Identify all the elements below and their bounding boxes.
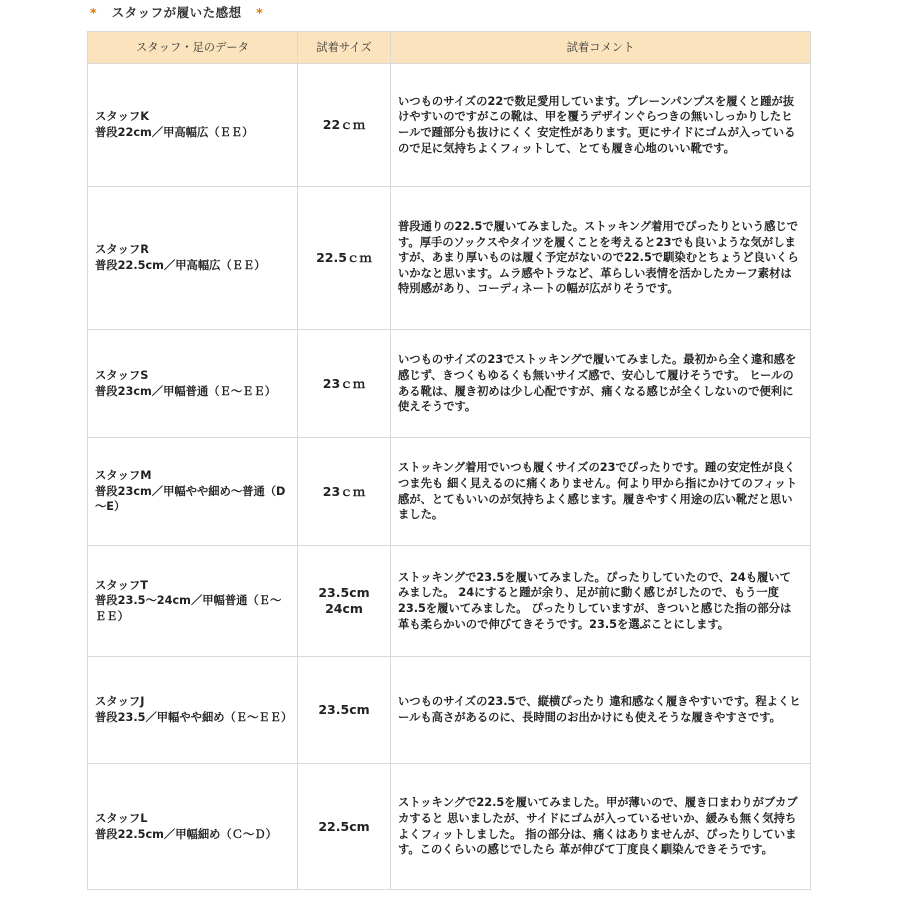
staff-name: スタッフR xyxy=(95,243,149,257)
staff-cell xyxy=(88,438,298,546)
staff-name: スタッフK xyxy=(95,110,149,124)
trial-size: 22.5ｃｍ xyxy=(298,187,391,330)
staff-cell xyxy=(88,657,298,764)
foot-data: 普段23.5～24cm／甲幅普通（Ｅ～ＥＥ） xyxy=(95,594,282,623)
staff-cell xyxy=(88,187,298,330)
staff-cell xyxy=(88,764,298,890)
table-header-row xyxy=(88,32,811,64)
staff-cell xyxy=(88,330,298,438)
foot-data: 普段23cm／甲幅普通（Ｅ～ＥＥ） xyxy=(95,384,277,398)
header-trial-comment: 試着コメント xyxy=(391,32,811,64)
star-mark-left: * xyxy=(90,5,98,20)
header-staff-data: スタッフ・足のデータ xyxy=(88,32,298,64)
staff-cell xyxy=(88,546,298,657)
table-row xyxy=(88,657,811,764)
trial-comment: 普段通りの22.5で履いてみました。ストッキング着用でぴったりという感じです。厚手のソックスやタイツを履くことを考えると23でも良いような気がしますが、あまり厚いものは履く予定がないので22.5で馴染むとちょうど良いくらいかなと思います。ムラ感やトラなど、革らしい表情を活かしたカーフ素材は特別感があり、コーディネートの幅が広がりそうです。 xyxy=(391,187,811,330)
section-heading xyxy=(90,3,263,21)
trial-size: 23ｃｍ xyxy=(298,330,391,438)
foot-data: 普段22.5cm／甲高幅広（ＥＥ） xyxy=(95,259,266,272)
staff-cell xyxy=(88,64,298,187)
trial-size: 23.5cm xyxy=(298,657,391,764)
trial-size: 23ｃｍ xyxy=(298,438,391,546)
foot-data: 普段22cm／甲高幅広（ＥＥ） xyxy=(95,126,254,139)
staff-name: スタッフJ xyxy=(95,695,145,709)
section-title: スタッフが履いた感想 xyxy=(111,5,242,20)
trial-comment: いつものサイズの22で数足愛用しています。プレーンパンプスを履くと踵が抜けやすいのですがこの靴は、甲を覆うデザインぐらつきの無いしっかりしたヒールで踵部分も抜けにくく 安定性があります。更にサイドにゴムが入っているので足に気持ちよくフィットして、とても履き心地のいい靴です。 xyxy=(391,64,811,187)
trial-comment: いつものサイズの23.5で、縦横ぴったり 違和感なく履きやすいです。程よくヒールも高さがあるのに、長時間のお出かけにも使えそうな履きやすさです。 xyxy=(391,657,811,764)
table-row xyxy=(88,546,811,657)
star-mark-right: * xyxy=(256,5,264,20)
trial-size-secondary: 24cm xyxy=(325,601,363,616)
foot-data: 普段23.5／甲幅やや細め（Ｅ～ＥＥ） xyxy=(95,711,293,724)
foot-data: 普段22.5cm／甲幅細め（Ｃ～Ｄ） xyxy=(95,827,277,841)
trial-comment: いつものサイズの23でストッキングで履いてみました。最初から全く違和感を感じず、きつくもゆるくも無いサイズ感で、安心して履けそうです。 ヒールのある靴は、履き初めは少し心配ですが、痛くなる感じが全くしないので便利に使えそうです。 xyxy=(391,330,811,438)
table-row xyxy=(88,187,811,330)
trial-size: 22ｃｍ xyxy=(298,64,391,187)
foot-data: 普段23cm／甲幅やや細め～普通（D～E） xyxy=(95,484,286,514)
trial-comment: ストッキングで22.5を履いてみました。甲が薄いので、履き口まわりがブカブカすると 思いましたが、サイドにゴムが入っているせいか、緩みも無く気持ちよくフィットしました。 指の部分は、痛くはありませんが、ぴったりしています。このくらいの感じでしたら 革が伸びて丁度良く馴染んできそうです。 xyxy=(391,764,811,890)
staff-name: スタッフM xyxy=(95,469,152,483)
table-row xyxy=(88,330,811,438)
staff-name: スタッフT xyxy=(95,578,148,592)
staff-review-table xyxy=(87,31,811,890)
trial-size xyxy=(298,546,391,657)
trial-size: 22.5cm xyxy=(298,764,391,890)
table-row xyxy=(88,64,811,187)
trial-size-primary: 23.5cm xyxy=(318,585,370,601)
trial-comment: ストッキング着用でいつも履くサイズの23でぴったりです。踵の安定性が良くつま先も 細く見えるのに痛くありません。何より甲から指にかけてのフィット感が、とてもいいのが気持ちよく感じます。履きやすく用途の広い靴だと思いました。 xyxy=(391,438,811,546)
staff-name: スタッフL xyxy=(95,811,148,825)
table-row xyxy=(88,764,811,890)
header-trial-size: 試着サイズ xyxy=(298,32,391,64)
table-row xyxy=(88,438,811,546)
trial-comment: ストッキングで23.5を履いてみました。ぴったりしていたので、24も履いてみました。 24にすると踵が余り、足が前に動く感じがしたので、もう一度23.5を履いてみました。 ぴったりしていますが、きついと感じた指の部分は革も柔らかいので伸びてきそうです。23.5を選ぶことにします。 xyxy=(391,546,811,657)
staff-name: スタッフS xyxy=(95,368,149,382)
